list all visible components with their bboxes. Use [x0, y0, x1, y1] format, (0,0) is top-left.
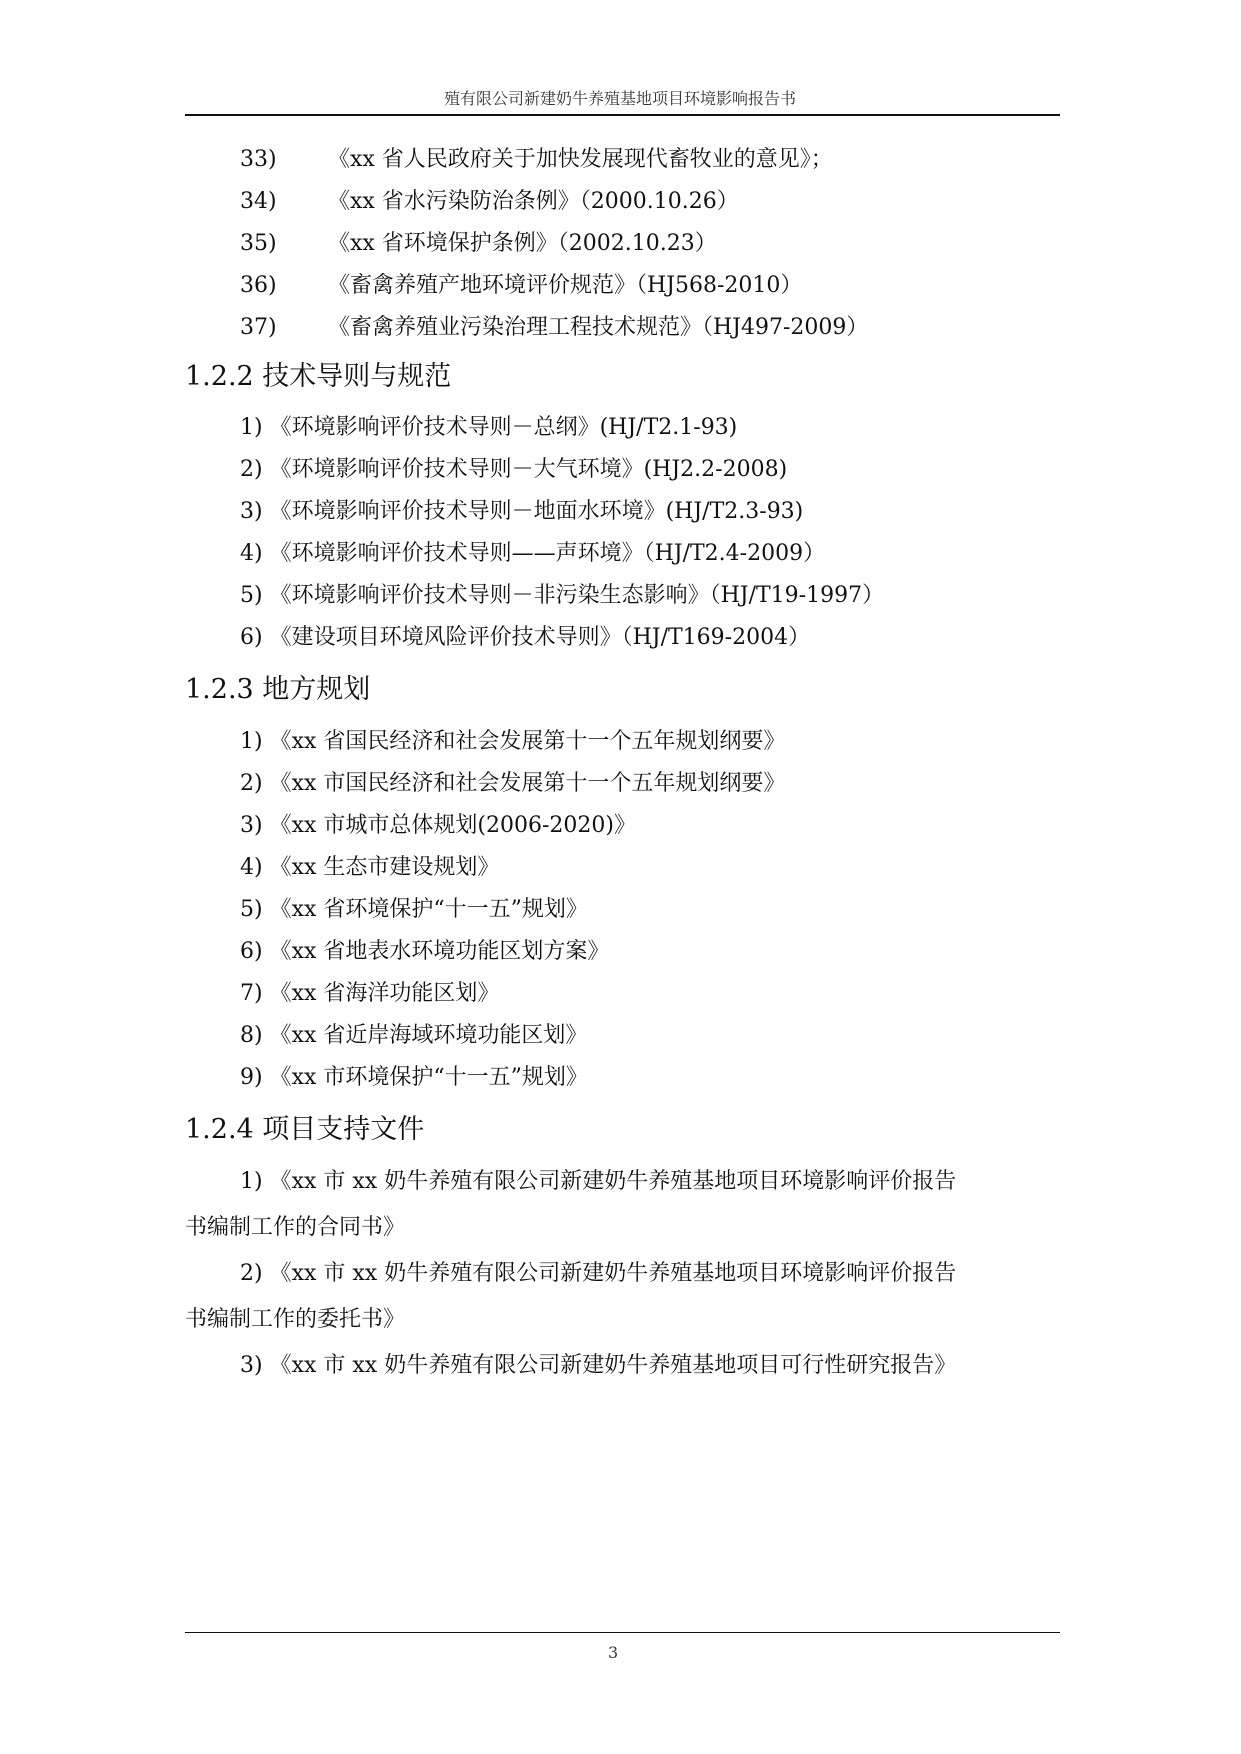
item-number: 6)	[240, 939, 263, 964]
list-item	[240, 455, 787, 485]
list-item	[240, 1021, 587, 1051]
section-heading: 1.2.4 项目支持文件	[185, 1114, 425, 1145]
item-text: 《xx 市环境保护“十一五”规划》	[269, 1065, 588, 1090]
item-number: 35)	[240, 231, 277, 256]
item-text: 《xx 省近岸海域环境功能区划》	[269, 1023, 588, 1048]
item-number: 4)	[240, 541, 263, 566]
list-item	[240, 313, 868, 343]
list-item	[240, 145, 833, 175]
item-number: 3)	[240, 1353, 263, 1378]
list-item	[240, 497, 803, 527]
page-number: 3	[608, 1643, 619, 1662]
item-text: 《xx 市国民经济和社会发展第十一个五年规划纲要》	[269, 771, 786, 796]
item-text: 《畜禽养殖产地环境评价规范》（HJ568-2010）	[328, 273, 803, 298]
list-item	[240, 539, 825, 569]
footer-rule	[185, 1632, 1060, 1633]
item-text: 《xx 市 xx 奶牛养殖有限公司新建奶牛养殖基地项目环境影响评价报告	[269, 1169, 957, 1194]
item-number: 8)	[240, 1023, 263, 1048]
item-number: 5)	[240, 897, 263, 922]
section-heading: 1.2.3 地方规划	[185, 674, 371, 705]
item-text: 《xx 市 xx 奶牛养殖有限公司新建奶牛养殖基地项目可行性研究报告》	[269, 1353, 957, 1378]
item-text: 《xx 省海洋功能区划》	[269, 981, 500, 1006]
list-item	[240, 895, 588, 925]
list-item	[240, 979, 499, 1009]
item-number: 3)	[240, 499, 263, 524]
list-item	[240, 1259, 956, 1289]
item-text: 《xx 市城市总体规划(2006-2020)》	[269, 813, 636, 838]
list-item	[240, 623, 810, 653]
item-number: 2)	[240, 1261, 263, 1286]
list-item	[240, 413, 737, 443]
list-item	[240, 187, 739, 217]
running-header: 殖有限公司新建奶牛养殖基地项目环境影响报告书	[443, 89, 796, 108]
item-text-continued: 书编制工作的合同书》	[185, 1215, 406, 1240]
item-text: 《环境影响评价技术导则－非污染生态影响》（HJ/T19-1997）	[269, 583, 885, 608]
list-item	[240, 271, 802, 301]
item-number: 37)	[240, 315, 277, 340]
item-number: 7)	[240, 981, 263, 1006]
item-text: 《畜禽养殖业污染治理工程技术规范》（HJ497-2009）	[328, 315, 869, 340]
item-number: 9)	[240, 1065, 263, 1090]
list-item	[240, 1063, 588, 1093]
list-item	[240, 1167, 956, 1197]
list-item	[240, 1351, 956, 1381]
item-number: 33)	[240, 147, 277, 172]
list-item	[240, 853, 499, 883]
item-text: 《xx 省环境保护“十一五”规划》	[269, 897, 588, 922]
item-text-continued: 书编制工作的委托书》	[185, 1307, 406, 1332]
item-number: 2)	[240, 771, 263, 796]
item-text: 《xx 市 xx 奶牛养殖有限公司新建奶牛养殖基地项目环境影响评价报告	[269, 1261, 957, 1286]
item-text: 《xx 省地表水环境功能区划方案》	[269, 939, 610, 964]
list-item	[240, 727, 785, 757]
item-number: 5)	[240, 583, 263, 608]
item-text: 《xx 省国民经济和社会发展第十一个五年规划纲要》	[269, 729, 786, 754]
item-number: 3)	[240, 813, 263, 838]
item-text: 《xx 省水污染防治条例》（2000.10.26）	[328, 189, 739, 214]
item-text: 《环境影响评价技术导则——声环境》（HJ/T2.4-2009）	[269, 541, 826, 566]
item-text: 《xx 省环境保护条例》（2002.10.23）	[328, 231, 717, 256]
item-number: 2)	[240, 457, 263, 482]
item-number: 34)	[240, 189, 277, 214]
item-text: 《环境影响评价技术导则－地面水环境》(HJ/T2.3-93)	[269, 499, 804, 524]
item-number: 1)	[240, 1169, 263, 1194]
item-number: 1)	[240, 729, 263, 754]
item-text: 《建设项目环境风险评价技术导则》（HJ/T169-2004）	[269, 625, 811, 650]
item-number: 6)	[240, 625, 263, 650]
item-number: 4)	[240, 855, 263, 880]
item-number: 36)	[240, 273, 277, 298]
section-heading: 1.2.2 技术导则与规范	[185, 361, 452, 392]
list-item	[240, 581, 884, 611]
list-item	[240, 937, 609, 967]
item-text: 《环境影响评价技术导则－总纲》(HJ/T2.1-93)	[269, 415, 738, 440]
list-item	[240, 811, 636, 841]
item-text: 《环境影响评价技术导则－大气环境》(HJ2.2-2008)	[269, 457, 788, 482]
item-text: 《xx 生态市建设规划》	[269, 855, 500, 880]
item-number: 1)	[240, 415, 263, 440]
item-text: 《xx 省人民政府关于加快发展现代畜牧业的意见》；	[328, 147, 833, 172]
list-item	[240, 229, 717, 259]
header-rule	[185, 114, 1060, 116]
list-item	[240, 769, 785, 799]
